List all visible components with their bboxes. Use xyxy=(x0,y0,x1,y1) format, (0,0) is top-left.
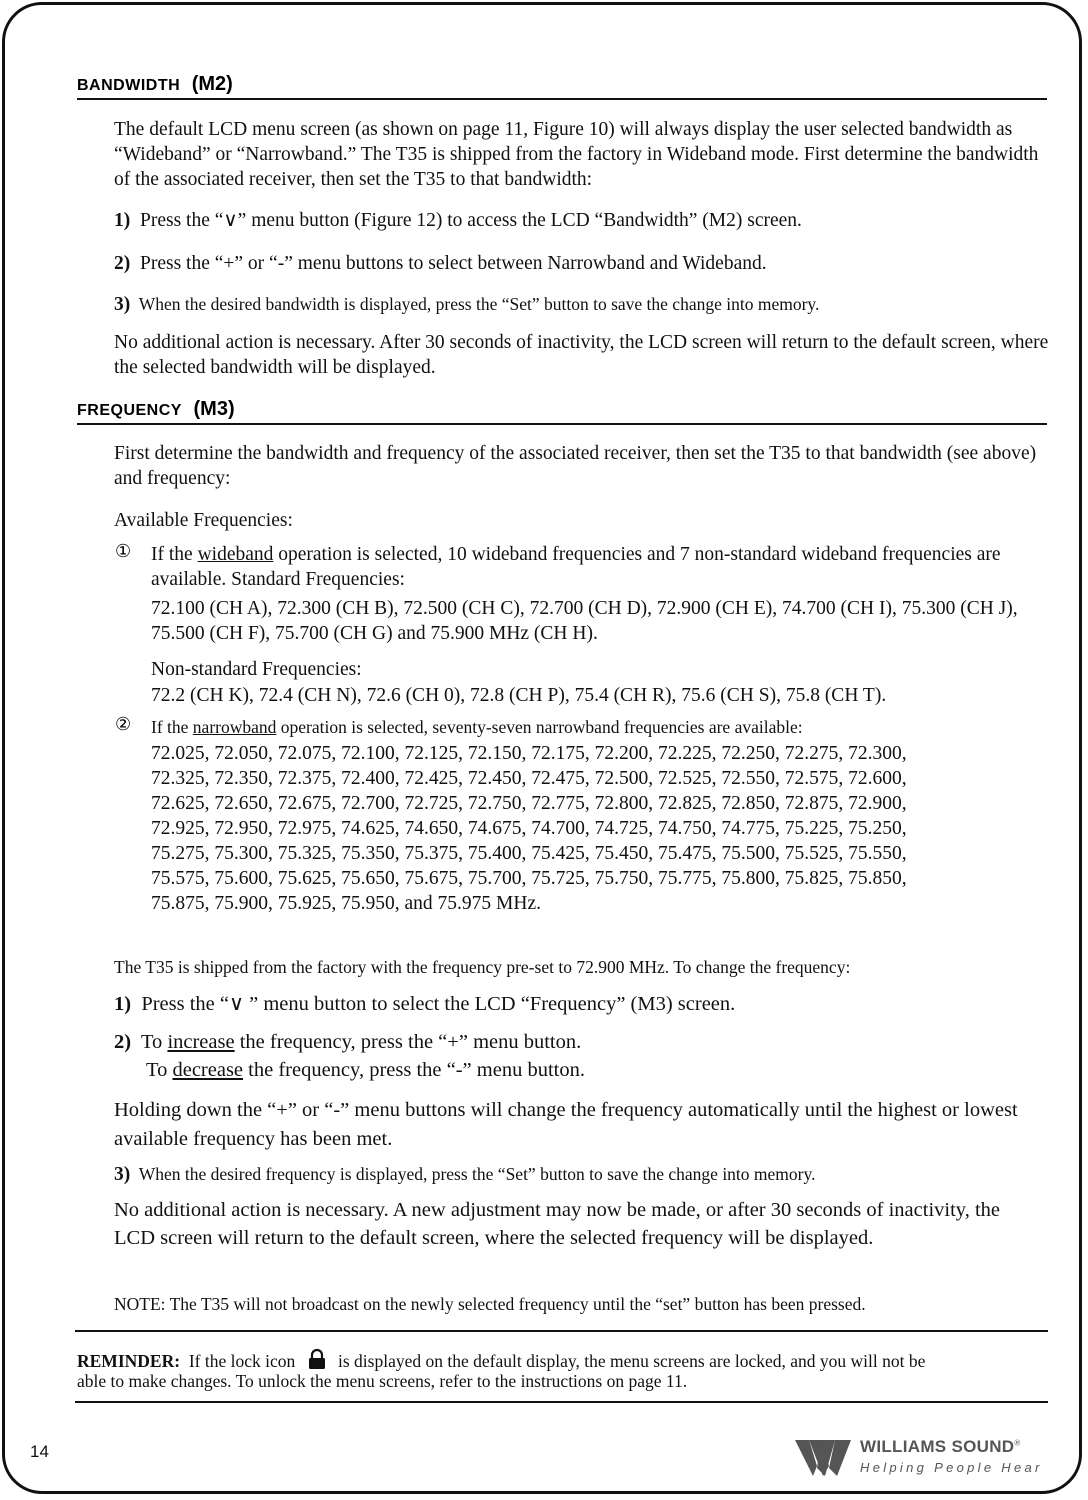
circled-two-icon: ② xyxy=(115,714,132,735)
bandwidth-outro: No additional action is necessary. After 30 seconds of inactivity, the LCD screen will return to the default screen, where the selected bandwidth will be displayed. xyxy=(114,332,1049,378)
brand-name: WILLIAMS SOUND® xyxy=(860,1437,1021,1456)
heading-code: (M3) xyxy=(193,398,235,420)
narrowband-description: If the narrowband operation is selected, seventy-seven narrowband frequencies are available: xyxy=(151,717,803,737)
reminder-bottom-rule xyxy=(75,1401,1048,1403)
page-number: 14 xyxy=(30,1442,49,1461)
holding-paragraph: Holding down the “+” or “-” menu buttons will change the frequency automatically until the highest or lowest available frequency has been met. xyxy=(114,1099,1018,1150)
section-heading-bandwidth xyxy=(77,72,1047,100)
decrease-keyword: decrease xyxy=(172,1059,244,1081)
reminder-top-rule xyxy=(75,1330,1048,1332)
nonstandard-label: Non-standard Frequencies: xyxy=(151,659,362,680)
bandwidth-intro: The default LCD menu screen (as shown on page 11, Figure 10) will always display the user selected bandwidth as “Wideband” or “Narrowband.” The T35 is shipped from the factory in Wideband mode. First determine the bandwidth of the associated receiver, then set the T35 to that bandwidth: xyxy=(114,119,1039,190)
heading-title: BANDWIDTH xyxy=(77,77,181,94)
reminder-label: REMINDER: xyxy=(77,1351,181,1371)
list-item: 72.925, 72.950, 72.975, 74.625, 74.650, 74.675, 74.700, 74.725, 74.750, 74.775, 75.225, 75.250, xyxy=(151,818,907,839)
heading-title: FREQUENCY xyxy=(77,402,182,419)
list-item: 75.575, 75.600, 75.625, 75.650, 75.675, 75.700, 75.725, 75.750, 75.775, 75.800, 75.825, 75.850, xyxy=(151,868,907,889)
circled-one-icon: ① xyxy=(115,541,132,562)
preset-note: The T35 is shipped from the factory with the frequency pre-set to 72.900 MHz. To change the frequency: xyxy=(114,957,851,977)
list-item: 72.025, 72.050, 72.075, 72.100, 72.125, 72.150, 72.175, 72.200, 72.225, 72.250, 72.275, 72.300, xyxy=(151,743,907,764)
narrowband-frequency-list xyxy=(151,741,1041,916)
section-heading-frequency xyxy=(77,397,1047,425)
frequency-intro: First determine the bandwidth and frequency of the associated receiver, then set the T35 to that bandwidth (see above) and frequency: xyxy=(114,443,1037,489)
bandwidth-step-1: 1) Press the “∨” menu button (Figure 12) to access the LCD “Bandwidth” (M2) screen. xyxy=(114,210,802,231)
frequency-step-3: 3) When the desired frequency is displayed, press the “Set” button to save the change into memory. xyxy=(114,1164,816,1185)
list-item: 75.275, 75.300, 75.325, 75.350, 75.375, 75.400, 75.425, 75.450, 75.475, 75.500, 75.525, 75.550, xyxy=(151,843,907,864)
brand-tagline: Helping People Hear xyxy=(860,1460,1043,1475)
narrowband-keyword: narrowband xyxy=(192,717,277,737)
list-item: 72.625, 72.650, 72.675, 72.700, 72.725, 72.750, 72.775, 72.800, 72.825, 72.850, 72.875, 72.900, xyxy=(151,793,907,814)
frequency-outro: No additional action is necessary. A new adjustment may now be made, or after 30 seconds of inactivity, the LCD screen will return to the default screen, where the selected frequency will be displayed. xyxy=(114,1199,1001,1249)
wideband-nonstandard-frequencies: 72.2 (CH K), 72.4 (CH N), 72.6 (CH 0), 72.8 (CH P), 75.4 (CH R), 75.6 (CH S), 75.8 (CH T). xyxy=(151,685,887,706)
bandwidth-step-2: 2) Press the “+” or “-” menu buttons to select between Narrowband and Wideband. xyxy=(114,253,767,274)
frequency-step-2: 2) To increase the frequency, press the “+” menu button. xyxy=(114,1031,582,1053)
lock-icon xyxy=(306,1348,328,1370)
wideband-description: If the wideband operation is selected, 10 wideband frequencies and 7 non-standard wideband frequencies are available. Standard Frequencies: xyxy=(151,544,1001,590)
williams-sound-logo-icon xyxy=(795,1438,855,1478)
broadcast-note: NOTE: The T35 will not broadcast on the newly selected frequency until the “set” button has been pressed. xyxy=(114,1294,866,1314)
list-item: 72.325, 72.350, 72.375, 72.400, 72.425, 72.450, 72.475, 72.500, 72.525, 72.550, 72.575, 72.600, xyxy=(151,768,907,789)
increase-keyword: increase xyxy=(167,1031,235,1053)
available-frequencies-label: Available Frequencies: xyxy=(114,510,293,531)
list-item: 75.875, 75.900, 75.925, 75.950, and 75.975 MHz. xyxy=(151,893,541,914)
frequency-step-2-decrease: To decrease the frequency, press the “-” menu button. xyxy=(146,1059,585,1081)
wideband-keyword: wideband xyxy=(197,544,274,565)
reminder-line-1: REMINDER: If the lock icon is displayed on the default display, the menu screens are locked, and you will not be xyxy=(77,1348,1052,1372)
reminder-line-2: able to make changes. To unlock the menu screens, refer to the instructions on page 11. xyxy=(77,1371,688,1391)
frequency-step-1: 1) Press the “∨ ” menu button to select the LCD “Frequency” (M3) screen. xyxy=(114,993,736,1015)
wideband-standard-frequencies: 72.100 (CH A), 72.300 (CH B), 72.500 (CH C), 72.700 (CH D), 72.900 (CH E), 74.700 (CH I), 75.300 (CH J), 75.500 (CH F), 75.700 (CH G) and 75.900 MHz (CH H). xyxy=(151,598,1018,644)
bandwidth-step-3: 3) When the desired bandwidth is displayed, press the “Set” button to save the change into memory. xyxy=(114,294,820,315)
heading-code: (M2) xyxy=(191,73,233,95)
